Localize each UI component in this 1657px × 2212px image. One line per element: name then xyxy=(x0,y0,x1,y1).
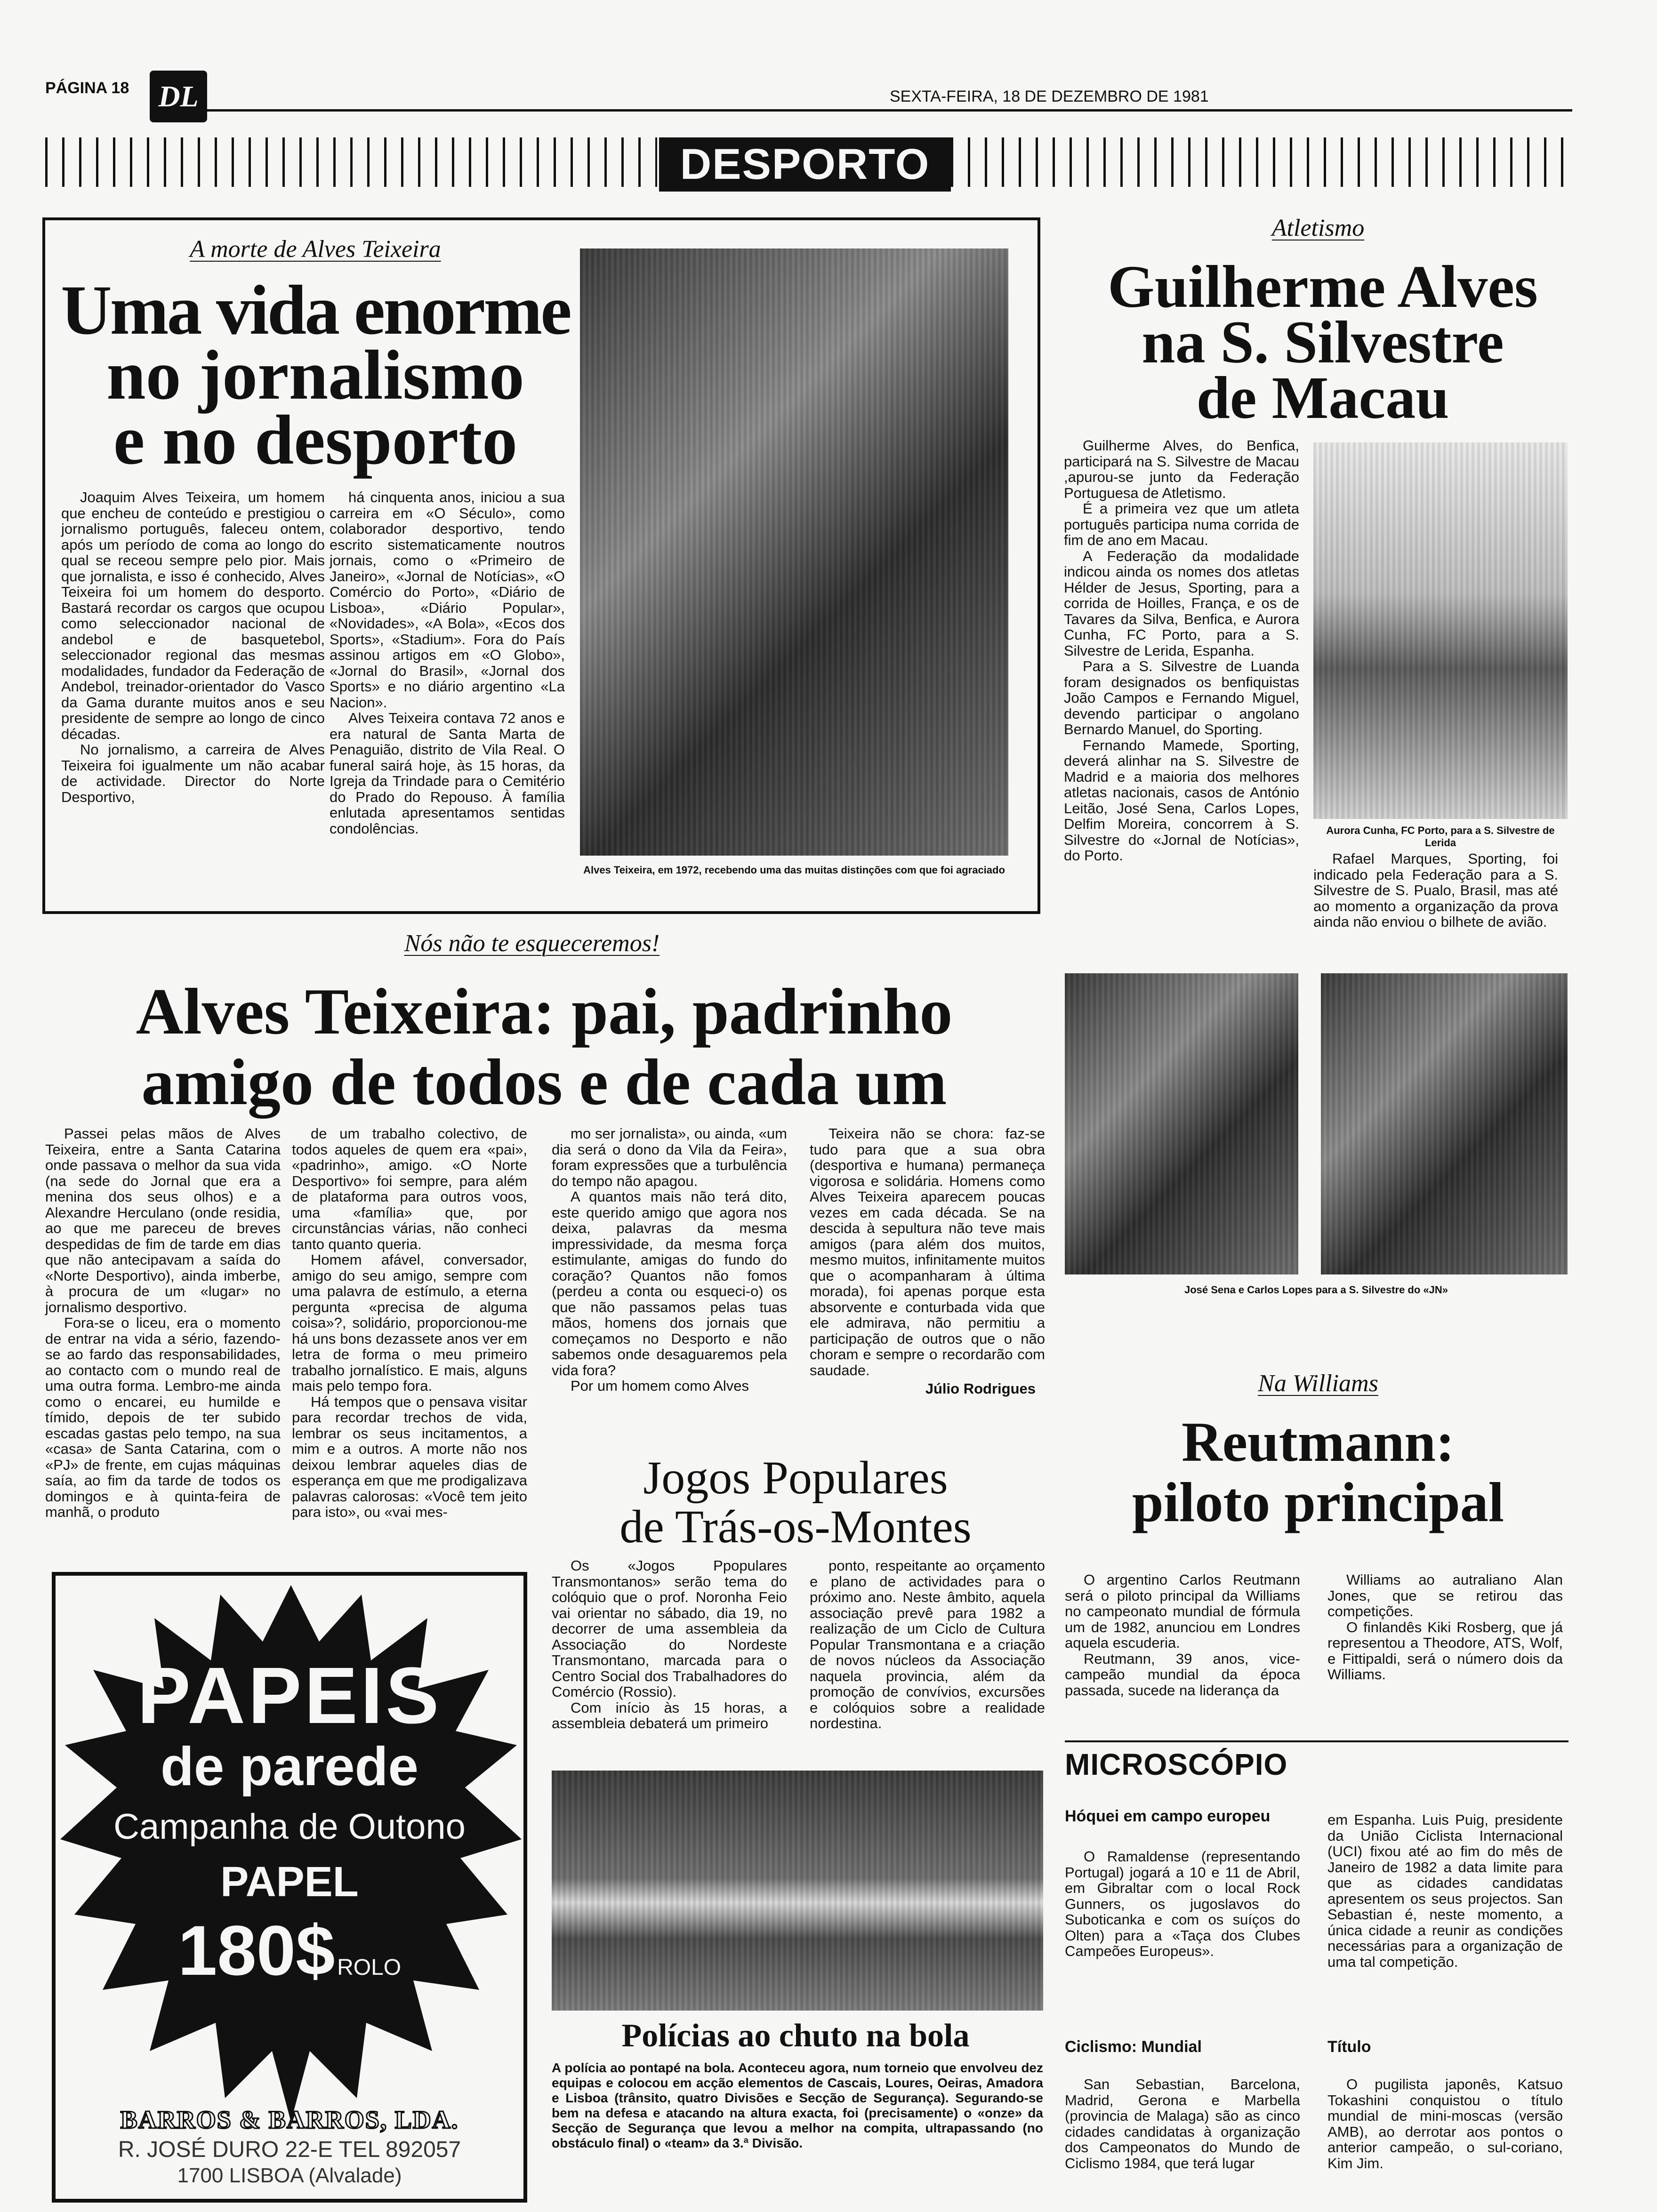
nos-headline xyxy=(45,977,1043,1118)
carlos-lopes-photo xyxy=(1321,973,1568,1274)
guilherme-para-1: Guilherme Alves, do Benfica, participará na S. Silvestre de Macau ,apurou-se junto da Federação Portuguesa de Atletismo. xyxy=(1064,437,1299,501)
micro-item-ciclismo-cont-text: em Espanha. Luis Puig, presidente da União Ciclista Internacional (UCI) fixou até ao fim do mês de Janeiro de 1982 a data limite para que as cidades candidatas apresentem os seus projectos. San Sebastian é, neste momento, a única cidade a reunir as condições necessárias para a organização de uma tal competição. xyxy=(1327,1811,1563,1970)
wallpaper-advert xyxy=(52,1572,527,2203)
policias-headline: Polícias ao chuto na bola xyxy=(621,2018,970,2054)
advert-unit: ROLO xyxy=(337,1955,402,1980)
reutmann-col-1-para-2: Reutmann, 39 anos, vice-campeão mundial da época passada, sucede na liderança da xyxy=(1065,1650,1300,1699)
nos-col-3 xyxy=(552,1126,787,1394)
nos-col-2 xyxy=(292,1126,527,1520)
guilherme-headline-line-1: Guilherme Alves xyxy=(1108,253,1538,320)
reutmann-col-1 xyxy=(1065,1572,1300,1698)
guilherme-para-3: A Federação da modalidade indicou ainda os nomes dos atletas Hélder de Jesus, Sporting, para a corrida de Hoilles, França, e os de Tavares da Silva, Benfica, e Aurora Cunha, FC Porto, para a S. Silvestre de Lerida, Espanha. xyxy=(1064,547,1299,659)
policias-team-photo xyxy=(552,1771,1043,2011)
jogos-col-1-para-2: Com início às 15 horas, a assembleia debaterá um primeiro xyxy=(552,1699,787,1731)
micro-item-titulo-title: Título xyxy=(1327,2038,1371,2056)
microscopio-rule xyxy=(1065,1740,1569,1742)
micro-item-hoquei-title: Hóquei em campo europeu xyxy=(1065,1807,1271,1825)
jogos-col-2 xyxy=(810,1558,1045,1731)
reutmann-headline-line-1: Reutmann: xyxy=(1181,1411,1455,1473)
advert-subtitle: de parede xyxy=(161,1736,418,1797)
alves-photo xyxy=(580,248,1008,856)
advert-papel: PAPEL xyxy=(220,1859,359,1906)
jogos-headline-line-2: de Trás-os-Montes xyxy=(619,1500,972,1553)
micro-item-hoquei-body xyxy=(1065,1849,1300,1959)
nos-signature: Júlio Rodrigues xyxy=(925,1380,1036,1397)
nos-headline-line-1: Alves Teixeira: pai, padrinho xyxy=(136,975,953,1048)
logo-text: DL xyxy=(158,80,199,113)
reutmann-col-2-para-2: O finlandês Kiki Rosberg, que já representou a Theodore, ATS, Wolf, e Fittipaldi, será o número dois da Williams. xyxy=(1327,1619,1563,1683)
advert-price: 180$ xyxy=(177,1911,335,1990)
alves-headline-line-1: Uma vida enorme xyxy=(61,271,570,349)
policias-body: A polícia ao pontapé na bola. Aconteceu agora, num torneio que envolveu dez equipas e colocou em acção elementos de Cascais, Loures, Oeiras, Amadora e Lisboa (trânsito, quatro Divisões e Secção de Segurança). Segurando-se bem na defesa e atacando na altura exacta, foi (precisamente) o «onze» da Secção de Segurança que levou a melhor na compita, ultrapassando (no obstáculo final) o «team» da 3.ª Divisão. xyxy=(552,2060,1043,2150)
micro-item-titulo-body xyxy=(1327,2076,1563,2171)
advert-campaign: Campanha de Outono xyxy=(113,1807,466,1847)
sena-lopes-caption: José Sena e Carlos Lopes para a S. Silvestre do «JN» xyxy=(1184,1284,1448,1296)
advert-company: BARROS & BARROS, LDA. xyxy=(120,2106,459,2134)
nos-col-1-para-2: Fora-se o liceu, era o momento de entrar na vida a sério, fazendo-se ao fardo das responsabilidades, ao contacto com o mundo real de uma outra forma. Lembro-me ainda como o encarei, eu humilde e tímido, depois de ter subido escadas gastas pelo tempo, na sua «casa» de Santa Catarina, com o «PJ» de frente, em cujas máquinas saía, ao fim da tarde de todos os domingos e à quinta-feira de manhã, o produto xyxy=(45,1314,281,1520)
micro-item-ciclismo-title: Ciclismo: Mundial xyxy=(1065,2038,1202,2056)
nos-col-4 xyxy=(810,1126,1045,1397)
jose-sena-photo xyxy=(1065,973,1298,1274)
nos-col-3-para-1: mo ser jornalista», ou ainda, «um dia será o dono da Vila da Feira», foram expressões que a turbulência do tempo não apagou. xyxy=(552,1125,787,1189)
banner-stripes-right xyxy=(951,137,1572,187)
micro-item-hoquei-text: O Ramaldense (representando Portugal) jogará a 10 e 11 de Abril, em Gibraltar com o local Rock Gunners, os jugoslavos do Suboticanka e com os suíços do Olten) para a «Taça dos Clubes Campeões Europeus». xyxy=(1065,1848,1300,1959)
nos-col-1 xyxy=(45,1126,281,1520)
guilherme-para-5: Fernando Mamede, Sporting, deverá alinhar na S. Silvestre de Madrid e a maioria dos melhores atletas nacionais, casos de António Leitão, José Sena, Carlos Lopes, Delfim Moreira, concorrem à S. Silvestre do «Jornal de Notícias», do Porto. xyxy=(1064,737,1299,864)
reutmann-col-1-para-1: O argentino Carlos Reutmann será o piloto principal da Williams no campeonato mundial de fórmula um de 1982, anunciou em Londres aquela escuderia. xyxy=(1065,1571,1300,1651)
micro-item-ciclismo-text: San Sebastian, Barcelona, Madrid, Gerona e Marbella (provincia de Malaga) são as cinco cidades candidatas à organização dos Campeonatos do Mundo de Ciclismo 1984, que terá lugar xyxy=(1065,2076,1300,2172)
aurora-cunha-photo xyxy=(1313,442,1568,819)
banner-stripes-left xyxy=(45,137,657,187)
guilherme-headline-line-2: na S. Silvestre xyxy=(1142,309,1504,376)
nos-headline-line-2: amigo de todos e de cada um xyxy=(141,1046,947,1119)
alves-headline-line-2: no jornalismo xyxy=(106,336,524,414)
jogos-col-1-para-1: Os «Jogos Ppopulares Transmontanos» serão tema do colóquio que o prof. Noronha Feio vai orientar no sábado, dia 19, no decorrer de uma assembleia da Associação do Nordeste Transmontano, marcada para o Centro Social dos Trabalhadores do Comércio (Rossio). xyxy=(552,1557,787,1700)
nos-col-2-para-3: Há tempos que o pensava visitar para recordar trechos de vida, lembrar os seus incitamentos, a mim e a outros. A morte não nos deixou lembrar aqueles dias de esperança em que me prodigalizava palavras calorosas: «Você tem jeito para isto», ou «vai mes- xyxy=(292,1393,527,1520)
advert-title: PAPEIS xyxy=(137,1651,442,1740)
advert-address-1: R. JOSÉ DURO 22-E TEL 892057 xyxy=(118,2137,461,2162)
advert-price-row xyxy=(56,1910,523,1991)
guilherme-headline-line-3: de Macau xyxy=(1196,364,1449,431)
reutmann-headline-line-2: piloto principal xyxy=(1132,1471,1504,1533)
alves-photo-caption: Alves Teixeira, em 1972, recebendo uma das muitas distinções com que foi agraciado xyxy=(583,864,1005,876)
nos-col-1-para-1: Passei pelas mãos de Alves Teixeira, entre a Santa Catarina onde passava o melhor da sua vida (na sede do Jornal que era a menina dos seus olhos) e a Alexandre Herculano (onde residia, ao que me pareceu de breves despedidas de fim de tarde em dias que não antecipavam a saída do «Norte Desportivo), ainda imberbe, à procura de um «lugar» no jornalismo desportivo. xyxy=(45,1125,281,1315)
aurora-cunha-caption: Aurora Cunha, FC Porto, para a S. Silvestre de Lerida xyxy=(1326,825,1555,849)
micro-item-hoquei xyxy=(1065,1807,1300,1959)
alves-col-2 xyxy=(330,489,565,836)
jogos-col-1 xyxy=(552,1558,787,1731)
issue-date: SEXTA-FEIRA, 18 DE DEZEMBRO DE 1981 xyxy=(890,88,1209,105)
alves-col-1 xyxy=(61,489,325,805)
guilherme-headline xyxy=(1045,253,1601,431)
micro-item-titulo xyxy=(1327,2038,1563,2171)
nos-kicker: Nós não te esqueceremos! xyxy=(404,930,660,957)
jogos-headline-line-1: Jogos Populares xyxy=(643,1451,948,1504)
micro-item-ciclismo-cont xyxy=(1327,1812,1563,1970)
alves-col-2-para-2: Alves Teixeira contava 72 anos e era natural de Santa Marta de Penaguião, distrito de Vila Real. O funeral sairá hoje, às 15 horas, da Igreja da Trindade para o Cemitério do Prado do Repouso. À família enlutada apresentamos sentidas condolências. xyxy=(330,710,565,837)
section-banner xyxy=(659,137,951,192)
alves-headline xyxy=(52,271,579,479)
guilherme-col-2 xyxy=(1313,851,1558,930)
alves-kicker: A morte de Alves Teixeira xyxy=(190,236,441,263)
guilherme-para-2: É a primeira vez que um atleta português participa numa corrida de fim de ano em Macau. xyxy=(1064,500,1299,548)
nos-col-2-para-2: Homem afável, conversador, amigo do seu amigo, sempre com uma palavra de estímulo, a eterna pergunta «precisa de alguma coisa»?, solidário, proporcionou-me há uns bons dezassete anos ver em letra de forma o meu primeiro trabalho jornalístico. E mais, alguns mais pelo tempo fora. xyxy=(292,1251,527,1394)
jogos-headline xyxy=(541,1453,1050,1551)
alves-col-1-para-1: Joaquim Alves Teixeira, um homem que encheu de conteúdo e prestigiou o jornalismo português, faleceu ontem, após um período de coma ao longo do qual se receou sempre pelo pior. Mais que jornalista, e isso é conhecido, Alves Teixeira foi um homem do desporto. Bastará recordar os cargos que ocupou como seleccionador nacional de andebol e de basquetebol, seleccionador regional das mesmas modalidades, fundador da Federação de Andebol, treinador-orientador do Vasco da Gama durante muitos anos e seu presidente de sempre ao longo de cinco décadas. xyxy=(61,489,325,742)
alves-col-2-para-1: há cinquenta anos, iniciou a sua carreira em «O Século», como colaborador desportivo, tendo escrito sistematicamente noutros jornais, como o «Primeiro de Janeiro», «Jornal de Notícias», «O Comércio do Porto», «Diário de Lisboa», «Diário Popular», «Novidades», «A Bola», «Ecos dos Sports», «Stadium». Fora do País assinou artigos em «O Globo», «Jornal do Brasil», «Jornal dos Sports» e no diário argentino «La Nacion». xyxy=(330,489,565,711)
page-label: PÁGINA 18 xyxy=(45,79,129,97)
micro-item-ciclismo xyxy=(1065,2038,1300,2171)
nos-col-4-para-1: Teixeira não se chora: faz-se tudo para que a sua obra (desportiva e humana) permaneça vigorosa e solidária. Homens como Alves Teixeira aparecem poucas vezes em cada década. Se na descida à sepultura não teve mais amigos (para além dos muitos, mesmo muitos, infinitamente muitos que o acompanharam à última morada), foi apenas porque esta absorvente e conturbada vida que ele admirava, não permitiu a participação de outros que o não choram e sempre o recordarão com saudade. xyxy=(810,1125,1045,1378)
nos-col-2-para-1: de um trabalho colectivo, de todos aqueles de quem era «pai», «padrinho», amigo. «O Norte Desportivo» foi sempre, para além de plataforma para outros voos, uma «família» que, por circunstâncias várias, não conheci tanto quanto queria. xyxy=(292,1125,527,1252)
jogos-col-2-para-1: ponto, respeitante ao orçamento e plano de actividades para o próximo ano. Neste âmbito, aquela associação prevê para 1982 a realização de um Ciclo de Cultura Popular Transmontana e a criação de novos núcleos da Associação naquela provincia, além da promoção de convívios, excursões e colóquios sobre a realidade nordestina. xyxy=(810,1557,1045,1731)
alves-col-1-para-2: No jornalismo, a carreira de Alves Teixeira foi igualmente um não acabar de actividade. Director do Norte Desportivo, xyxy=(61,741,325,805)
logo-badge xyxy=(150,71,207,122)
guilherme-col-1 xyxy=(1064,438,1299,864)
nos-col-3-para-3: Por um homem como Alves xyxy=(571,1378,749,1394)
guilherme-para-4: Para a S. Silvestre de Luanda foram designados os benfiquistas João Campos e Fernando Miguel, devendo participar o angolano Bernardo Manuel, do Sporting. xyxy=(1064,658,1299,737)
section-title: DESPORTO xyxy=(680,140,930,188)
reutmann-col-2 xyxy=(1327,1572,1563,1683)
masthead-rule xyxy=(207,109,1572,112)
nos-col-3-para-2: A quantos mais não terá dito, este querido amigo que agora nos deixa, palavras da mesma impressividade, da mesma força estimulante, amigas do fundo do coração? Quantos não fomos (perdeu a conta ou esqueci-o) os que não passamos pelas tuas mãos, homens dos jornais que começamos no Desporto e não sabemos onde desaguaremos pela vida fora? xyxy=(552,1188,787,1378)
alves-headline-line-3: e no desporto xyxy=(113,401,518,479)
reutmann-kicker: Na Williams xyxy=(1258,1370,1378,1397)
micro-item-ciclismo-body xyxy=(1065,2076,1300,2171)
microscopio-title: MICROSCÓPIO xyxy=(1065,1747,1288,1781)
advert-address-2: 1700 LISBOA (Alvalade) xyxy=(177,2164,402,2187)
reutmann-headline xyxy=(1054,1412,1582,1532)
reutmann-col-2-para-1: Williams ao autraliano Alan Jones, que se retirou das competições. xyxy=(1327,1571,1563,1619)
guilherme-kicker: Atletismo xyxy=(1271,215,1365,241)
micro-item-titulo-text: O pugilista japonês, Katsuo Tokashini conquistou o título mundial de mini-moscas (versão AMB), ao derrotar aos pontos o anterior campeão, o sul-coriano, Kim Jim. xyxy=(1327,2076,1563,2172)
guilherme-col-2-para-1: Rafael Marques, Sporting, foi indicado pela Federação para a S. Silvestre de S. Pualo, Brasil, mas até ao momento a organização da prova ainda não enviou o bilhete de avião. xyxy=(1313,850,1558,930)
